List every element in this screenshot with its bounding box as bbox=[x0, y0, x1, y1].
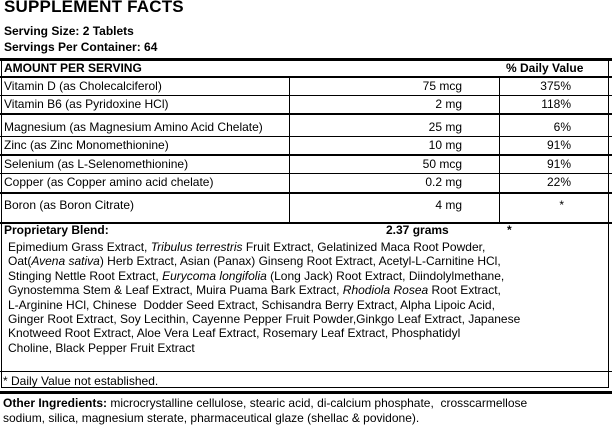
blend-line bbox=[8, 269, 608, 283]
nutrient-amount: 75 mcg bbox=[422, 79, 462, 93]
nutrient-daily-value: * bbox=[559, 198, 564, 212]
botanical-name: Avena sativa bbox=[31, 254, 100, 269]
blend-line bbox=[8, 283, 608, 297]
nutrient-name: Boron (as Boron Citrate) bbox=[4, 198, 135, 212]
nutrient-amount: 4 mg bbox=[435, 198, 462, 212]
row-divider bbox=[0, 192, 612, 194]
nutrient-amount: 10 mg bbox=[428, 138, 462, 152]
note-divider bbox=[0, 371, 612, 372]
nutrient-amount: 0.2 mg bbox=[425, 175, 462, 189]
blend-text: Epimedium Grass Extract, bbox=[8, 240, 151, 254]
blend-text: Knotweed Root Extract, Aloe Vera Leaf Extract, Rosemary Leaf Extract, Phosphatidyl bbox=[8, 326, 461, 341]
header-divider bbox=[0, 76, 612, 78]
nutrient-name: Zinc (as Zinc Monomethionine) bbox=[4, 138, 169, 152]
footer-divider bbox=[0, 391, 612, 394]
blend-line bbox=[8, 341, 608, 355]
other-ingredients-label: Other Ingredients: bbox=[3, 396, 108, 410]
nutrient-name: Selenium (as L-Selenomethionine) bbox=[4, 157, 189, 171]
row-divider bbox=[0, 136, 612, 137]
blend-line bbox=[8, 312, 608, 326]
blend-text: L-Arginine HCl, Chinese Dodder Seed Extract, Schisandra Berry Extract, Alpha Lipoic Acid, bbox=[8, 297, 495, 312]
nutrient-name: Copper (as Copper amino acid chelate) bbox=[4, 175, 214, 189]
blend-line bbox=[8, 240, 608, 254]
nutrient-daily-value: 22% bbox=[546, 175, 571, 189]
blend-text: Root Extract, bbox=[428, 283, 501, 298]
nutrient-daily-value: 91% bbox=[546, 157, 571, 171]
nutrient-amount: 25 mg bbox=[428, 120, 462, 134]
botanical-name: Eurycoma longifolia bbox=[162, 268, 267, 283]
row-divider bbox=[0, 173, 612, 174]
row-divider bbox=[0, 95, 612, 96]
nutrient-name: Magnesium (as Magnesium Amino Acid Chelate) bbox=[4, 120, 263, 134]
nutrient-daily-value: 118% bbox=[541, 97, 571, 111]
panel-title: SUPPLEMENT FACTS bbox=[4, 0, 184, 16]
column-divider-name bbox=[289, 78, 290, 222]
blend-text: Fruit Extract, Gelatinized Maca Root Powder, bbox=[242, 240, 486, 254]
blend-line bbox=[8, 254, 608, 268]
blend-text: Gynostemma Stem & Leaf Extract, Muira Puama Bark Extract, bbox=[8, 283, 343, 298]
nutrient-daily-value: 375% bbox=[540, 79, 571, 93]
nutrient-amount: 50 mcg bbox=[422, 157, 462, 171]
blend-text: ) Herb Extract, Asian (Panax) Ginseng Root Extract, Acetyl-L-Carnitine HCl, bbox=[99, 254, 501, 269]
proprietary-blend-label: Proprietary Blend: bbox=[4, 223, 109, 237]
nutrient-amount: 2 mg bbox=[435, 97, 462, 111]
blend-line bbox=[8, 298, 608, 312]
blend-ingredients bbox=[8, 240, 608, 355]
daily-value-header: % Daily Value bbox=[506, 61, 584, 75]
other-ingredients-line-1 bbox=[3, 396, 527, 410]
proprietary-blend-dv: * bbox=[507, 223, 512, 237]
amount-per-serving-header: AMOUNT PER SERVING bbox=[4, 61, 142, 75]
column-divider-amount bbox=[499, 78, 500, 222]
botanical-name: Tribulus terrestris bbox=[150, 240, 243, 254]
servings-per-container: Servings Per Container: 64 bbox=[4, 40, 158, 54]
blend-line bbox=[8, 326, 608, 340]
nutrient-name: Vitamin B6 (as Pyridoxine HCl) bbox=[4, 97, 169, 111]
blend-text: Ginger Root Extract, Soy Lecithin, Cayenne Pepper Fruit Powder,Ginkgo Leaf Extract, Japanese bbox=[8, 312, 521, 327]
nutrient-daily-value: 6% bbox=[553, 120, 571, 134]
blend-text: Stinging Nettle Root Extract, bbox=[8, 268, 163, 283]
nutrient-daily-value: 91% bbox=[546, 138, 571, 152]
row-divider bbox=[0, 113, 612, 115]
other-ingredients-text-1: microcrystalline cellulose, stearic acid, di-calcium phosphate, crosscarmellose bbox=[107, 396, 528, 410]
proprietary-blend-amount: 2.37 grams bbox=[386, 223, 449, 237]
blend-text: Oat( bbox=[8, 254, 32, 269]
other-ingredients-line-2: sodium, silica, magnesium sterate, pharmaceutical glaze (shellac & povidone). bbox=[3, 411, 420, 425]
nutrient-name: Vitamin D (as Cholecalciferol) bbox=[4, 79, 162, 93]
blend-text: Choline, Black Pepper Fruit Extract bbox=[8, 340, 195, 355]
row-divider bbox=[0, 154, 612, 156]
daily-value-note: * Daily Value not established. bbox=[3, 374, 159, 388]
serving-size: Serving Size: 2 Tablets bbox=[4, 24, 134, 38]
blend-text: (Long Jack) Root Extract, Diindolylmethane, bbox=[266, 268, 505, 283]
botanical-name: Rhodiola Rosea bbox=[342, 283, 429, 298]
